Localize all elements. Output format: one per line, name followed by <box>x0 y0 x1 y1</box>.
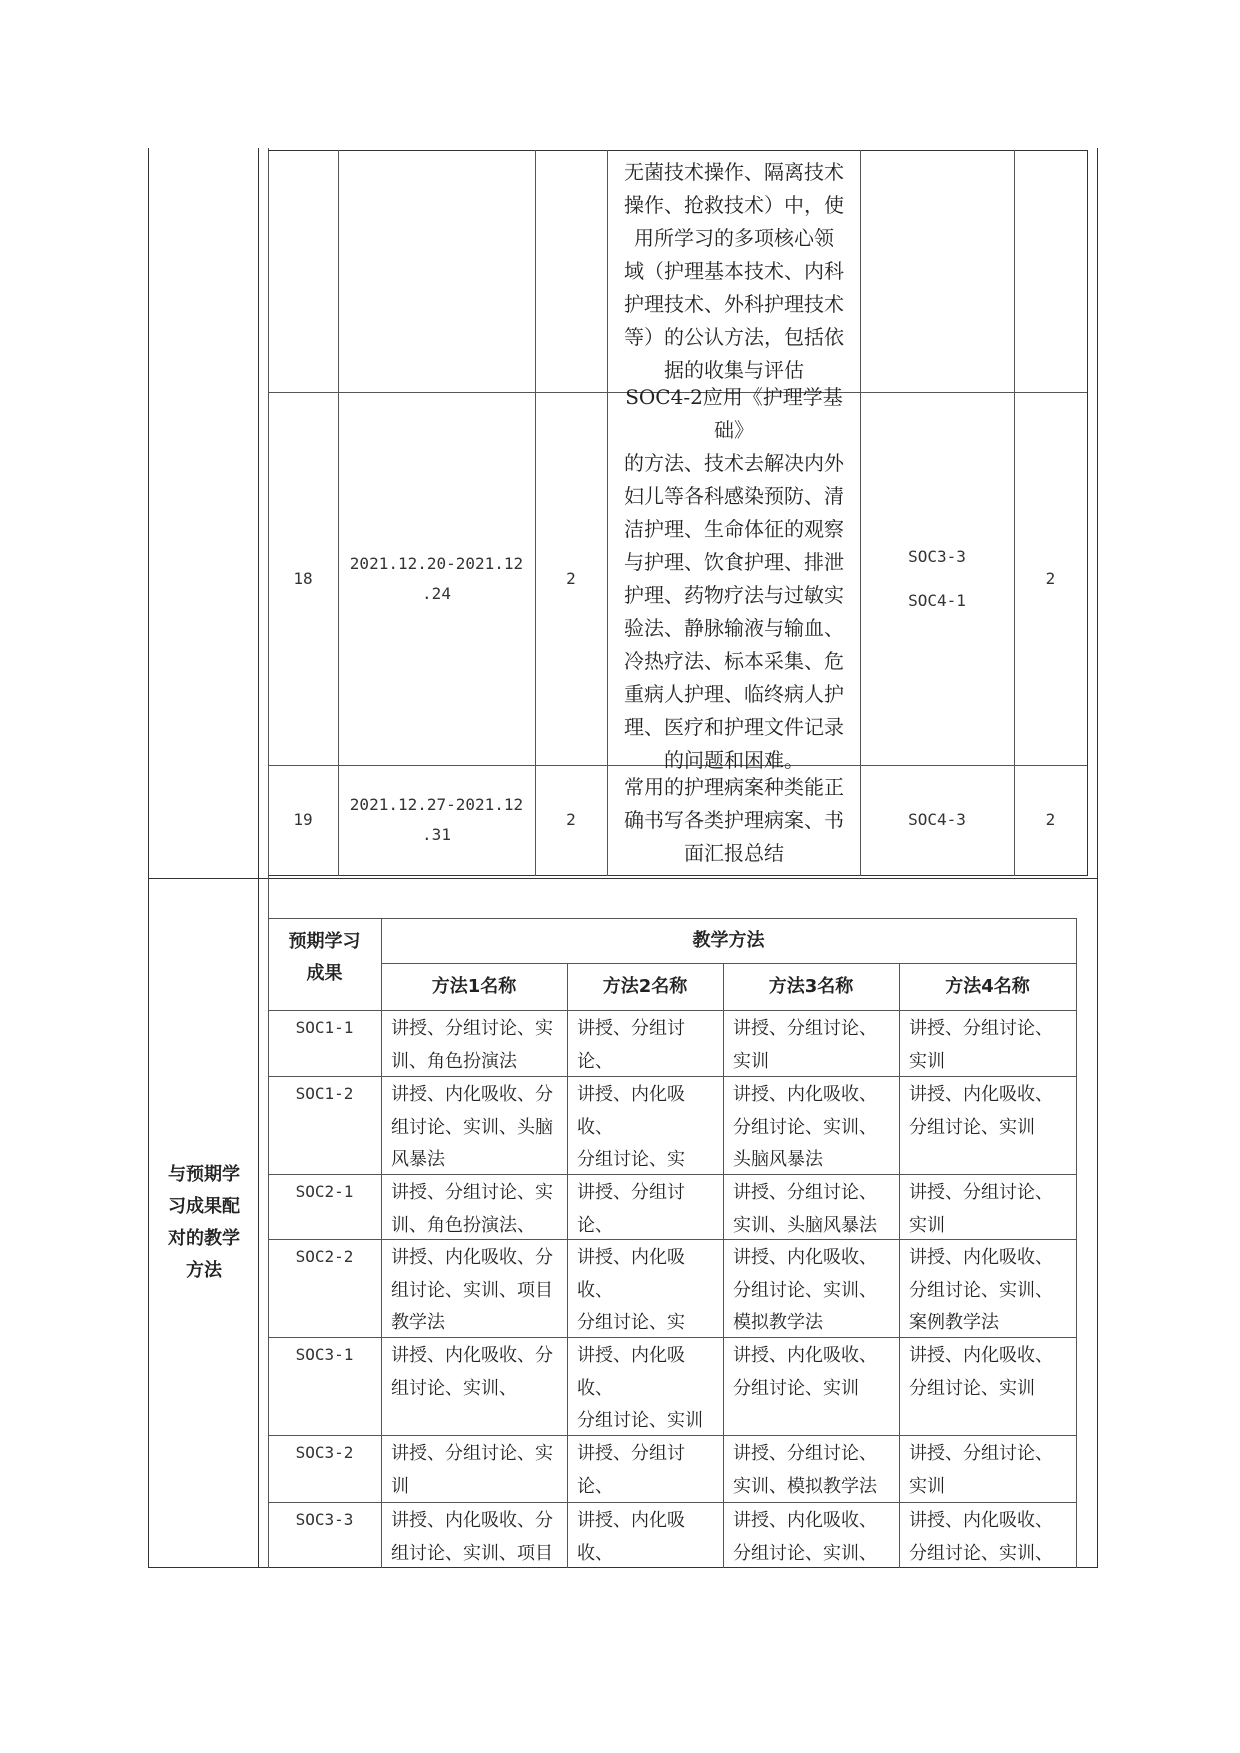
schedule-credits: 2 <box>1045 568 1056 588</box>
schedule-date-line: 2021.12.20-2021.12 <box>349 553 524 573</box>
schedule-outcomes <box>860 765 1014 875</box>
schedule-hours: 2 <box>566 568 576 588</box>
method-line: 教学法 <box>391 1312 445 1333</box>
content-line: 与护理、饮食护理、排泄 <box>624 549 844 574</box>
method-cell <box>899 1010 1076 1076</box>
method-line: 组讨论、实训、项目 <box>391 1542 553 1564</box>
method-line: 讲授、内化吸收、 <box>909 1247 1053 1268</box>
content-line: 重病人护理、临终病人护 <box>624 681 844 706</box>
content-line: 冷热疗法、标本采集、危 <box>624 648 844 673</box>
schedule-row-content <box>608 384 860 772</box>
schedule-date-line: .31 <box>422 825 451 844</box>
content-line: 妇儿等各科感染预防、清 <box>624 483 844 508</box>
method-line: 讲授、内化吸收、 <box>909 1084 1053 1105</box>
outcome-label: SOC3-3 <box>295 1510 354 1529</box>
method-line: 分组讨论、实训、 <box>909 1279 1053 1301</box>
method-cell <box>567 1010 723 1076</box>
method-line: 案例教学法 <box>909 1312 999 1333</box>
method-line: 讲授、分组讨论、 <box>909 1443 1053 1464</box>
outcome-label: SOC3-2 <box>295 1443 354 1462</box>
method-cell <box>381 1239 567 1337</box>
method-line: 实训 <box>909 1475 945 1497</box>
method-line: 分组讨论、实训、 <box>909 1542 1053 1564</box>
method-line: 讲授、内化吸收、 <box>577 1084 685 1138</box>
method-cell <box>381 1502 567 1568</box>
schedule-row-content <box>608 150 860 392</box>
method-line: 实训、头脑风暴法 <box>733 1214 877 1236</box>
method-cell <box>899 1174 1076 1239</box>
method-cell <box>899 1435 1076 1502</box>
method-line: 训、角色扮演法 <box>391 1050 517 1072</box>
method-name-header: 方法1名称 <box>431 975 517 997</box>
header-line: 成果 <box>306 963 343 984</box>
content-line: 无菌技术操作、隔离技术 <box>624 159 844 184</box>
schedule-credits: 2 <box>1045 810 1056 829</box>
content-line: 常用的护理病案种类能正 <box>624 774 844 799</box>
method-line: 讲授、分组讨论、 <box>577 1443 685 1497</box>
content-line: 洁护理、生命体征的观察 <box>624 516 844 541</box>
method-line: 讲授、内化吸收、 <box>577 1510 685 1564</box>
method-line: 讲授、内化吸收、分 <box>391 1510 553 1531</box>
method-line: 讲授、分组讨论、 <box>577 1182 685 1236</box>
method-line: 实训、模拟教学法 <box>733 1475 877 1497</box>
side-label-line: 方法 <box>186 1260 222 1281</box>
schedule-week: 19 <box>293 810 313 829</box>
method-line: 组讨论、实训、项目 <box>391 1279 553 1301</box>
method-line: 分组讨论、实训 <box>909 1377 1035 1399</box>
method-cell <box>723 1239 899 1337</box>
method-line: 分组讨论、实训、 <box>733 1116 877 1138</box>
method-line: 讲授、内化吸收、 <box>909 1510 1053 1531</box>
method-cell <box>567 1239 723 1337</box>
content-line: 操作、抢救技术）中，使 <box>624 192 844 217</box>
content-line: SOC4-2应用《护理学基础》 <box>625 384 843 442</box>
method-cell <box>723 1010 899 1076</box>
method-line: 讲授、分组讨论、 <box>909 1018 1053 1039</box>
schedule-date <box>338 392 535 765</box>
method-cell <box>899 1239 1076 1337</box>
method-line: 实训 <box>733 1050 769 1072</box>
method-cell <box>723 1502 899 1568</box>
method-cell <box>899 1076 1076 1174</box>
content-line: 据的收集与评估 <box>664 357 804 382</box>
method-line: 分组讨论、实训、 <box>733 1542 877 1564</box>
method-line: 分组讨论、实 <box>577 1149 685 1170</box>
method-cell <box>567 1174 723 1239</box>
method-line: 讲授、内化吸收、 <box>733 1510 877 1531</box>
schedule-outcomes <box>860 392 1014 765</box>
outcome-label: SOC3-1 <box>295 1345 354 1364</box>
method-line: 讲授、内化吸收、 <box>733 1247 877 1268</box>
content-line: 面汇报总结 <box>684 840 784 865</box>
header-line: 预期学习 <box>288 931 361 952</box>
side-label-line: 习成果配 <box>168 1196 240 1217</box>
method-line: 讲授、内化吸收、 <box>577 1247 685 1301</box>
method-line: 分组讨论、实训 <box>909 1116 1035 1138</box>
method-line: 讲授、分组讨论、 <box>733 1443 877 1464</box>
method-cell <box>567 1076 723 1174</box>
method-cell <box>567 1337 723 1435</box>
side-label-line: 与预期学 <box>168 1164 240 1185</box>
content-line: 理、医疗和护理文件记录 <box>624 714 844 739</box>
method-cell <box>381 1174 567 1239</box>
method-line: 讲授、内化吸收、 <box>733 1345 877 1366</box>
outcome-code: SOC4-3 <box>908 810 966 829</box>
method-line: 风暴法 <box>391 1149 445 1170</box>
method-line: 分组讨论、实训 <box>577 1410 703 1431</box>
method-cell <box>899 1502 1076 1568</box>
content-line: 的问题和困难。 <box>664 747 804 772</box>
method-cell <box>723 1337 899 1435</box>
method-line: 讲授、分组讨论、 <box>909 1182 1053 1203</box>
methods-side-label <box>150 878 258 1568</box>
content-line: 的方法、技术去解决内外 <box>624 450 844 475</box>
outcome-label: SOC2-2 <box>295 1247 354 1266</box>
method-cell <box>381 1076 567 1174</box>
method-line: 分组讨论、实训、 <box>733 1279 877 1301</box>
outcome-code: SOC4-1 <box>908 590 966 610</box>
content-line: 等）的公认方法，包括依 <box>624 324 844 349</box>
method-line: 讲授、分组讨论、实 <box>391 1182 553 1203</box>
schedule-date-line: .24 <box>422 583 451 603</box>
outcome-code: SOC3-3 <box>908 546 966 566</box>
method-line: 讲授、分组讨论、 <box>733 1182 877 1203</box>
method-line: 训 <box>391 1475 409 1497</box>
content-line: 护理、药物疗法与过敏实 <box>624 582 844 607</box>
content-line: 确书写各类护理病案、书 <box>624 807 844 832</box>
method-name-header: 方法2名称 <box>602 975 688 997</box>
method-line: 实训 <box>909 1214 945 1236</box>
method-name-header: 方法3名称 <box>768 975 854 997</box>
method-line: 讲授、分组讨论、实 <box>391 1443 553 1464</box>
side-label-line: 对的教学 <box>168 1228 240 1249</box>
method-line: 讲授、分组讨论、实 <box>391 1018 553 1039</box>
method-cell <box>381 1435 567 1502</box>
method-cell <box>567 1502 723 1568</box>
method-cell <box>723 1435 899 1502</box>
content-line: 域（护理基本技术、内科 <box>624 258 844 283</box>
outcome-label: SOC1-1 <box>295 1018 354 1037</box>
method-cell <box>723 1174 899 1239</box>
outcome-label: SOC1-2 <box>295 1084 354 1103</box>
method-line: 头脑风暴法 <box>733 1149 823 1170</box>
schedule-date-line: 2021.12.27-2021.12 <box>349 795 524 814</box>
method-line: 组讨论、实训、头脑 <box>391 1116 553 1138</box>
teaching-methods-header: 教学方法 <box>692 929 765 951</box>
method-cell <box>567 1435 723 1502</box>
method-cell <box>381 1010 567 1076</box>
method-line: 讲授、内化吸收、 <box>909 1345 1053 1366</box>
method-line: 训、角色扮演法、 <box>391 1214 535 1236</box>
method-line: 讲授、内化吸收、 <box>577 1345 685 1399</box>
method-line: 讲授、分组讨论、 <box>577 1018 685 1072</box>
method-cell <box>381 1337 567 1435</box>
schedule-week: 18 <box>293 568 313 588</box>
method-line: 分组讨论、实 <box>577 1312 685 1333</box>
schedule-date <box>338 765 535 875</box>
method-line: 讲授、内化吸收、分 <box>391 1084 553 1105</box>
method-cell <box>899 1337 1076 1435</box>
content-line: 护理技术、外科护理技术 <box>624 291 844 316</box>
method-line: 讲授、内化吸收、分 <box>391 1247 553 1268</box>
method-line: 讲授、分组讨论、 <box>733 1018 877 1039</box>
method-line: 分组讨论、实训 <box>733 1377 859 1399</box>
schedule-hours: 2 <box>566 810 576 829</box>
content-line: 用所学习的多项核心领 <box>634 225 834 250</box>
method-line: 讲授、内化吸收、分 <box>391 1345 553 1366</box>
outcome-label: SOC2-1 <box>295 1182 354 1201</box>
method-name-header: 方法4名称 <box>945 975 1030 997</box>
outcome-column-header <box>268 918 381 1010</box>
method-line: 讲授、内化吸收、 <box>733 1084 877 1105</box>
method-line: 组讨论、实训、 <box>391 1377 517 1399</box>
schedule-row-content <box>608 765 860 875</box>
method-cell <box>723 1076 899 1174</box>
method-line: 模拟教学法 <box>733 1312 823 1333</box>
method-line: 实训 <box>909 1050 945 1072</box>
content-line: 验法、静脉输液与输血、 <box>624 615 844 640</box>
